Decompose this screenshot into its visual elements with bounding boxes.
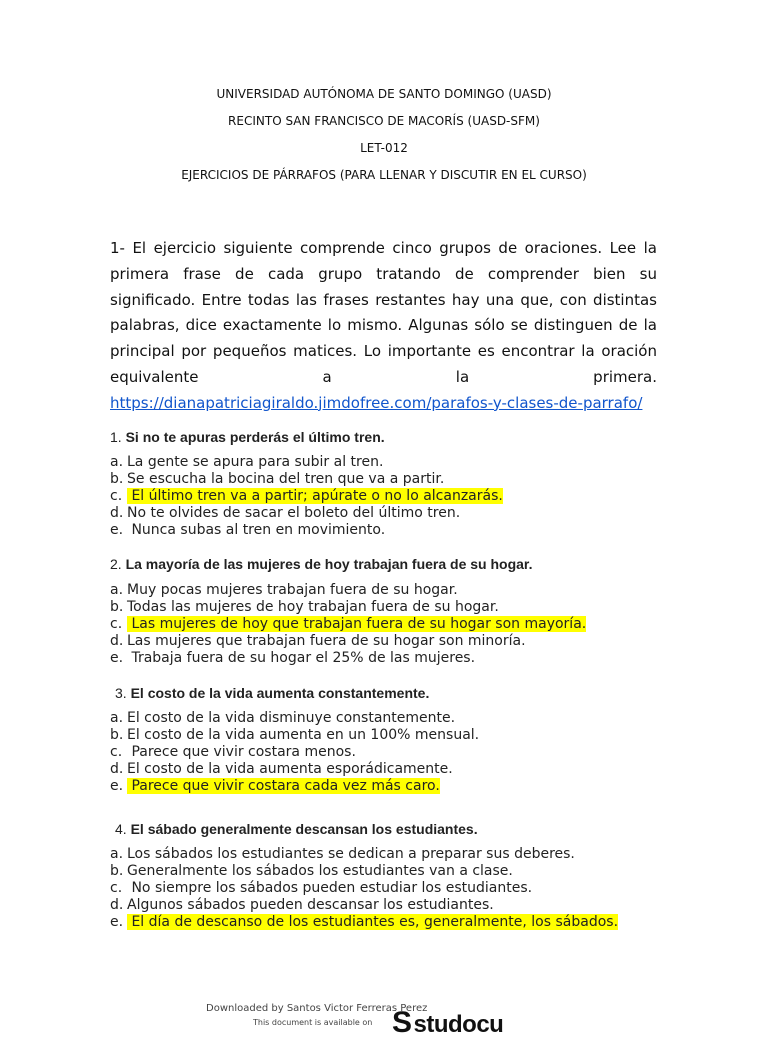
- option-e-correct: e. El día de descanso de los estudiantes es, generalmente, los sábados.: [110, 914, 619, 930]
- highlighted-answer: Parece que vivir costara cada vez más caro.: [127, 778, 440, 794]
- question-1-title: [110, 429, 385, 445]
- highlighted-answer: El último tren va a partir; apúrate o no lo alcanzarás.: [127, 488, 503, 504]
- question-1-options: [110, 454, 710, 539]
- option-c-correct: c. Las mujeres de hoy que trabajan fuera de su hogar son mayoría.: [110, 616, 587, 632]
- question-4-title: [115, 821, 478, 837]
- highlighted-answer: El día de descanso de los estudiantes es, generalmente, los sábados.: [127, 914, 619, 930]
- intro-text: 1- El ejercicio siguiente comprende cinco grupos de oraciones. Lee la primera frase de cada grupo tratando de comprender bien su significado. Entre todas las frases restantes hay una que, con distintas palabras, dice exactamente lo mismo. Algunas sólo se distinguen de la principal por pequeños matices. Lo importante es encontrar la oración equivalente a la primera.: [110, 239, 657, 386]
- question-text: El costo de la vida aumenta constantemente.: [130, 685, 430, 701]
- option-b: b. El costo de la vida aumenta en un 100% mensual.: [110, 727, 480, 743]
- question-4-options: [110, 846, 710, 931]
- question-number: 1.: [110, 429, 122, 445]
- question-2-options: [110, 582, 710, 667]
- source-link[interactable]: https://dianapatriciagiraldo.jimdofree.com/parafos-y-clases-de-parrafo/: [110, 393, 643, 412]
- question-number: 3.: [115, 685, 127, 701]
- brand-name: studocu: [413, 1011, 504, 1038]
- studocu-mark-icon: S: [392, 1006, 412, 1039]
- university-name: UNIVERSIDAD AUTÓNOMA DE SANTO DOMINGO (UASD): [216, 87, 552, 101]
- option-c: c. No siempre los sábados pueden estudiar los estudiantes.: [110, 880, 533, 896]
- question-number: 4.: [115, 821, 127, 837]
- question-text: La mayoría de las mujeres de hoy trabajan fuera de su hogar.: [125, 556, 533, 572]
- downloaded-by-text: Downloaded by Santos Victor Ferreras Perez: [206, 1003, 428, 1014]
- option-e: e. Nunca subas al tren en movimiento.: [110, 522, 386, 538]
- option-a: a. La gente se apura para subir al tren.: [110, 454, 384, 470]
- question-3-options: [110, 710, 710, 795]
- intro-paragraph: [110, 236, 657, 417]
- option-e-correct: e. Parece que vivir costara cada vez más caro.: [110, 778, 440, 794]
- option-b: b. Se escucha la bocina del tren que va a partir.: [110, 471, 445, 487]
- question-2-title: [110, 556, 533, 572]
- option-d: d. El costo de la vida aumenta esporádicamente.: [110, 761, 453, 777]
- option-d: d. Las mujeres que trabajan fuera de su hogar son minoría.: [110, 633, 526, 649]
- question-text: El sábado generalmente descansan los estudiantes.: [130, 821, 478, 837]
- option-a: a. El costo de la vida disminuye constantemente.: [110, 710, 456, 726]
- option-c-correct: c. El último tren va a partir; apúrate o no lo alcanzarás.: [110, 488, 503, 504]
- highlighted-answer: Las mujeres de hoy que trabajan fuera de su hogar son mayoría.: [127, 616, 587, 632]
- question-text: Si no te apuras perderás el último tren.: [125, 429, 385, 445]
- option-d: d. Algunos sábados pueden descansar los estudiantes.: [110, 897, 494, 913]
- option-d: d. No te olvides de sacar el boleto del último tren.: [110, 505, 461, 521]
- campus-name: RECINTO SAN FRANCISCO DE MACORÍS (UASD-SFM): [228, 114, 540, 128]
- option-b: b. Generalmente los sábados los estudiantes van a clase.: [110, 863, 513, 879]
- studocu-logo[interactable]: [392, 1006, 503, 1040]
- document-title: EJERCICIOS DE PÁRRAFOS (PARA LLENAR Y DISCUTIR EN EL CURSO): [181, 168, 587, 182]
- option-b: b. Todas las mujeres de hoy trabajan fuera de su hogar.: [110, 599, 499, 615]
- availability-text: This document is available on: [253, 1018, 373, 1027]
- option-a: a. Los sábados los estudiantes se dedican a preparar sus deberes.: [110, 846, 575, 862]
- option-a: a. Muy pocas mujeres trabajan fuera de su hogar.: [110, 582, 458, 598]
- question-number: 2.: [110, 556, 122, 572]
- option-c: c. Parece que vivir costara menos.: [110, 744, 356, 760]
- course-code: LET-012: [360, 141, 408, 155]
- option-e: e. Trabaja fuera de su hogar el 25% de las mujeres.: [110, 650, 476, 666]
- question-3-title: [115, 685, 429, 701]
